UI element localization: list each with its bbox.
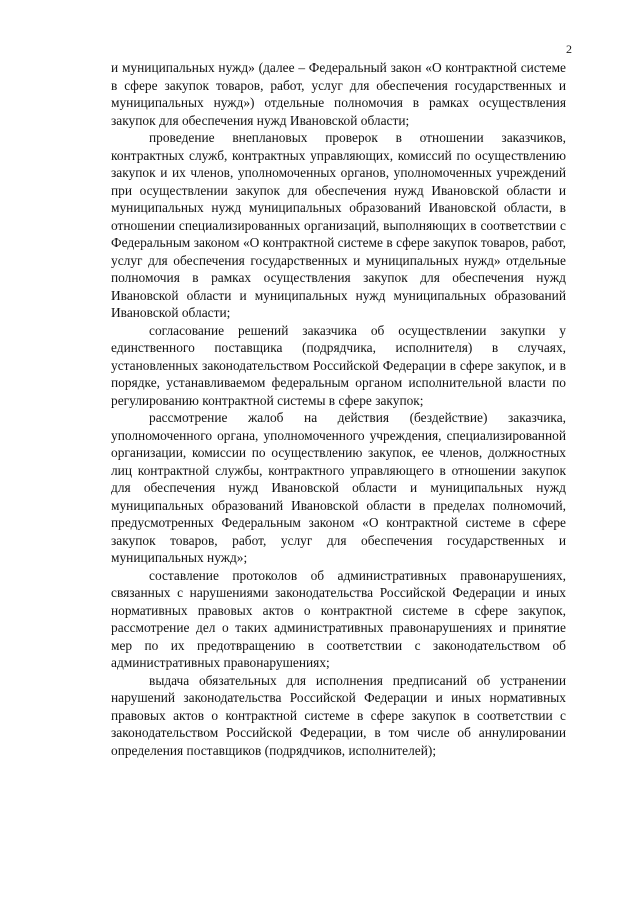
paragraph-binding-orders: выдача обязательных для исполнения предписаний об устранении нарушений законодательства Российской Федерации и иных нормативных правовых актов о контрактной системе в сфере закупок в соответствии с законодательством Российской Федерации, в том числе об аннулировании определения поставщиков (подрядчиков, исполнителей);: [111, 672, 566, 758]
page-number: 2: [566, 42, 572, 56]
paragraph-complaint-review: рассмотрение жалоб на действия (бездействие) заказчика, уполномоченного органа, уполномоченного учреждения, специализированной организации, комиссии по осуществлению закупок, ее членов, должностных лиц контрактной службы, контрактного управляющего в отношении закупок для обеспечения нужд Ивановской области и муниципальных нужд муниципальных образований Ивановской области в пределах полномочий, предусмотренных Федеральным законом «О контрактной системе в сфере закупок товаров, работ, услуг для обеспечения государственных и муниципальных нужд»;: [111, 410, 566, 565]
paragraph-administrative-protocols: составление протоколов об административных правонарушениях, связанных с нарушениями законодательства Российской Федерации и иных нормативных правовых актов о контрактной системе в сфере закупок, рассмотрение дел о таких административных правонарушениях и принятие мер по их предотвращению в соответствии с законодательством об административных правонарушениях;: [111, 567, 566, 670]
paragraph-approval-of-decisions: согласование решений заказчика об осуществлении закупки у единственного поставщика (подрядчика, исполнителя) в случаях, установленных законодательством Российской Федерации в сфере закупок, и в порядке, устанавливаемом федеральным органом исполнительной власти по регулированию контрактной системы в сфере закупок;: [111, 322, 566, 408]
document-body: [111, 59, 566, 759]
paragraph-continuation: и муниципальных нужд» (далее – Федеральный закон «О контрактной системе в сфере закупок товаров, работ, услуг для обеспечения государственных и муниципальных нужд») отдельные полномочия в рамках осуществления закупок для обеспечения нужд Ивановской области;: [111, 60, 566, 128]
paragraph-unscheduled-inspections: проведение внеплановых проверок в отношении заказчиков, контрактных служб, контрактных управляющих, комиссий по осуществлению закупок и их членов, уполномоченных органов, уполномоченных учреждений при осуществлении закупок для обеспечения нужд Ивановской области и муниципальных нужд муниципальных образований Ивановской области, в отношении специализированных организаций, выполняющих в соответствии с Федеральным законом «О контрактной системе в сфере закупок товаров, работ, услуг для обеспечения государственных и муниципальных нужд» отдельные полномочия в рамках осуществления закупок для обеспечения нужд Ивановской области и муниципальных нужд муниципальных образований Ивановской области;: [111, 130, 566, 320]
